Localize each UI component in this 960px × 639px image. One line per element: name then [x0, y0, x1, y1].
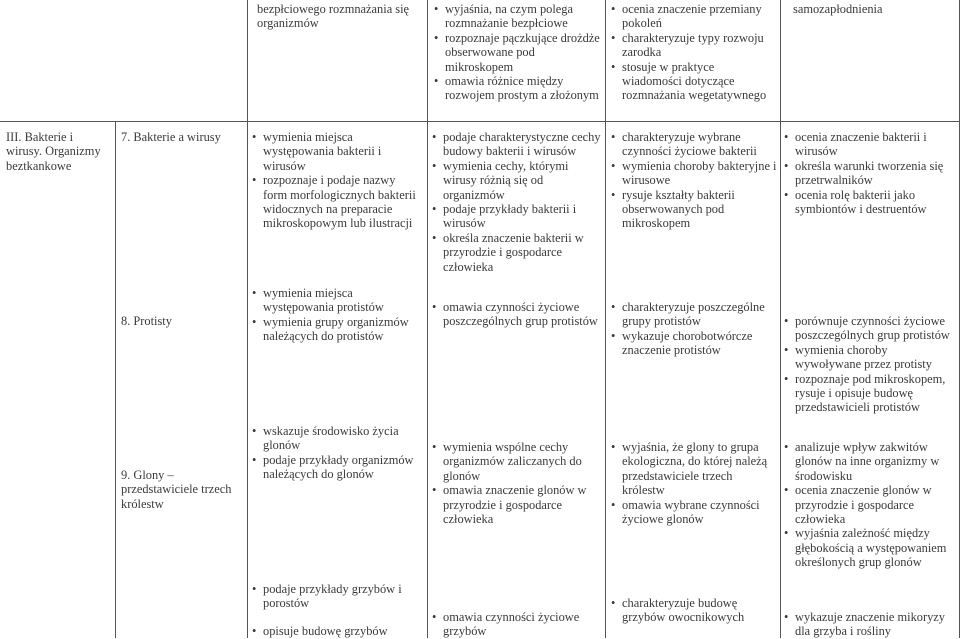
section-title: III. Bakterie i wirusy. Organizmy beztkankowe: [6, 130, 101, 173]
list-item: • określa znaczenie bakterii w przyrodzie i gospodarce człowieka: [432, 231, 602, 274]
row-3-col-4: [784, 440, 956, 570]
row-3-col-1: [252, 424, 424, 482]
list-item: • analizuje wpływ zakwitów glonów na inne organizmy w środowisku: [784, 440, 956, 483]
row-1-col-2: [432, 130, 602, 274]
list-item: • podaje przykłady bakterii i wirusów: [432, 202, 602, 231]
cell-text: samozapłodnienia: [793, 2, 883, 16]
list-item: • omawia znaczenie glonów w przyrodzie i gospodarce człowieka: [432, 483, 602, 526]
grid-line: [605, 0, 606, 638]
list-item: • rozpoznaje i podaje nazwy form morfologicznych bakterii widocznych na preparacie mikroskopowym lub ilustracji: [252, 173, 422, 231]
row-0-col-2: [434, 2, 600, 103]
list-item: • charakteryzuje poszczególne grupy protistów: [611, 300, 777, 329]
list-item: • omawia czynności życiowe poszczególnych grup protistów: [432, 300, 602, 329]
row-1-col-1: [252, 130, 422, 231]
row-0-col-3: [611, 2, 775, 103]
topic-title: 7. Bakterie a wirusy: [121, 130, 221, 144]
cell-text: bezpłciowego rozmnażania się organizmów: [257, 2, 410, 31]
list-item: • charakteryzuje wybrane czynności życiowe bakterii: [611, 130, 777, 159]
row-3-col-1-lower2: [252, 624, 424, 638]
list-item: • porównuje czynności życiowe poszczególnych grup protistów: [784, 314, 956, 343]
list-item: • rozpoznaje pod mikroskopem, rysuje i opisuje budowę przedstawicieli protistów: [784, 372, 956, 415]
list-item: • wymienia choroby bakteryjne i wirusowe: [611, 159, 777, 188]
list-item: • podaje charakterystyczne cechy budowy bakterii i wirusów: [432, 130, 602, 159]
row-2-col-4: [784, 314, 956, 415]
grid-line: [780, 0, 781, 638]
list-item: • wymienia miejsca występowania bakterii i wirusów: [252, 130, 422, 173]
grid-line: [427, 0, 428, 638]
list-item: • charakteryzuje budowę grzybów owocnikowych: [611, 596, 777, 625]
list-item: • ocenia znaczenie glonów w przyrodzie i gospodarce człowieka: [784, 483, 956, 526]
row-3-col-3-lower: [611, 596, 777, 625]
row-2-col-3: [611, 300, 777, 358]
list-item: • podaje przykłady organizmów należących do glonów: [252, 453, 424, 482]
list-item: • ocenia rolę bakterii jako symbiontów i destruentów: [784, 188, 954, 217]
list-item: • wymienia choroby wywoływane przez protisty: [784, 343, 956, 372]
list-item: • opisuje budowę grzybów: [252, 624, 424, 638]
list-item: • wymienia grupy organizmów należących do protistów: [252, 315, 424, 344]
grid-line: [0, 121, 960, 122]
list-item: • wyjaśnia, że glony to grupa ekologiczna, do której należą przedstawiciele trzech królestw: [611, 440, 777, 498]
row-0-col-1: [257, 2, 423, 31]
topic-title: 8. Protisty: [121, 314, 172, 328]
list-item: • wyjaśnia, na czym polega rozmnażanie bezpłciowe: [434, 2, 600, 31]
list-item: • określa warunki tworzenia się przetrwalników: [784, 159, 954, 188]
row-3-col-3: [611, 440, 777, 526]
list-item: • rysuje kształty bakterii obserwowanych pod mikroskopem: [611, 188, 777, 231]
list-item: • rozpoznaje pączkujące drożdże obserwowane pod mikroskopem: [434, 31, 600, 74]
list-item: • wymienia miejsca występowania protistów: [252, 286, 424, 315]
topic-title: 9. Glony – przedstawiciele trzech królestw: [121, 468, 232, 511]
row-3-col-2: [432, 440, 602, 526]
list-item: • ocenia znaczenie bakterii i wirusów: [784, 130, 954, 159]
list-item: • wykazuje znaczenie mikoryzy dla grzyba i rośliny: [784, 610, 956, 639]
list-item: • wyjaśnia zależność między głębokością a występowaniem określonych grup glonów: [784, 526, 956, 569]
row-2-col-1: [252, 286, 424, 344]
grid-line: [247, 0, 248, 638]
row-1-col-3: [611, 130, 777, 231]
list-item: • charakteryzuje typy rozwoju zarodka: [611, 31, 775, 60]
grid-line: [115, 121, 116, 638]
row-2-col-2: [432, 300, 602, 329]
list-item: • wskazuje środowisko życia glonów: [252, 424, 424, 453]
list-item: • stosuje w praktyce wiadomości dotyczące rozmnażania wegetatywnego: [611, 60, 775, 103]
list-item: • omawia czynności życiowe grzybów: [432, 610, 602, 639]
list-item: • wymienia cechy, którymi wirusy różnią się od organizmów: [432, 159, 602, 202]
row-3-col-4-lower: [784, 610, 956, 639]
list-item: • ocenia znaczenie przemiany pokoleń: [611, 2, 775, 31]
list-item: • wymienia wspólne cechy organizmów zaliczanych do glonów: [432, 440, 602, 483]
list-item: • omawia różnice między rozwojem prostym a złożonym: [434, 74, 600, 103]
list-item: • podaje przykłady grzybów i porostów: [252, 582, 424, 611]
list-item: • omawia wybrane czynności życiowe glonów: [611, 498, 777, 527]
row-3-col-2-lower: [432, 610, 602, 639]
row-1-col-4: [784, 130, 954, 216]
row-0-col-4: [793, 2, 953, 16]
list-item: • wykazuje chorobotwórcze znaczenie protistów: [611, 329, 777, 358]
